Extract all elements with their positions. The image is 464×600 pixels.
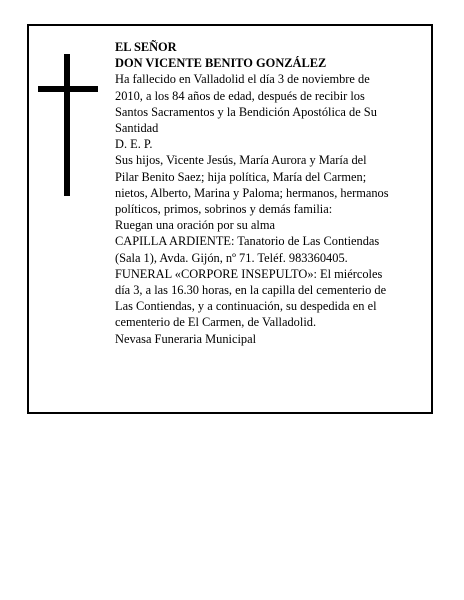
- body-line: políticos, primos, sobrinos y demás familia:: [115, 202, 333, 217]
- cross-vertical-bar: [64, 54, 70, 196]
- body-line: cementerio de El Carmen, de Valladolid.: [115, 315, 317, 330]
- body-line: Santos Sacramentos y la Bendición Apostólica de Su: [115, 104, 377, 119]
- body-line: nietos, Alberto, Marina y Paloma; hermanos, hermanos: [115, 185, 389, 200]
- funeral-home-line: Nevasa Funeraria Municipal: [115, 331, 257, 346]
- body-line: Las Contiendas, y a continuación, su despedida en el: [115, 299, 377, 314]
- prayer-request-line: Ruegan una oración por su alma: [115, 218, 275, 233]
- body-line: Pilar Benito Saez; hija política, María del Carmen;: [115, 169, 367, 184]
- funeral-line: FUNERAL «CORPORE INSEPULTO»: El miércoles: [115, 266, 383, 281]
- body-line: 2010, a los 84 años de edad, después de recibir los: [115, 88, 365, 103]
- obituary-text: [115, 39, 411, 347]
- deceased-name: DON VICENTE BENITO GONZÁLEZ: [115, 56, 327, 71]
- rip-line: D. E. P.: [115, 137, 153, 152]
- body-line: día 3, a las 16.30 horas, en la capilla del cementerio de: [115, 283, 387, 298]
- body-line: Sus hijos, Vicente Jesús, María Aurora y María del: [115, 153, 367, 168]
- cross-horizontal-bar: [38, 86, 98, 92]
- heading-title: EL SEÑOR: [115, 40, 177, 54]
- body-line: Ha fallecido en Valladolid el día 3 de noviembre de: [115, 72, 370, 87]
- chapel-line: CAPILLA ARDIENTE: Tanatorio de Las Contiendas: [115, 234, 380, 249]
- chapel-address-line: (Sala 1), Avda. Gijón, nº 71. Teléf. 983360405.: [115, 250, 348, 265]
- body-line: Santidad: [115, 121, 159, 136]
